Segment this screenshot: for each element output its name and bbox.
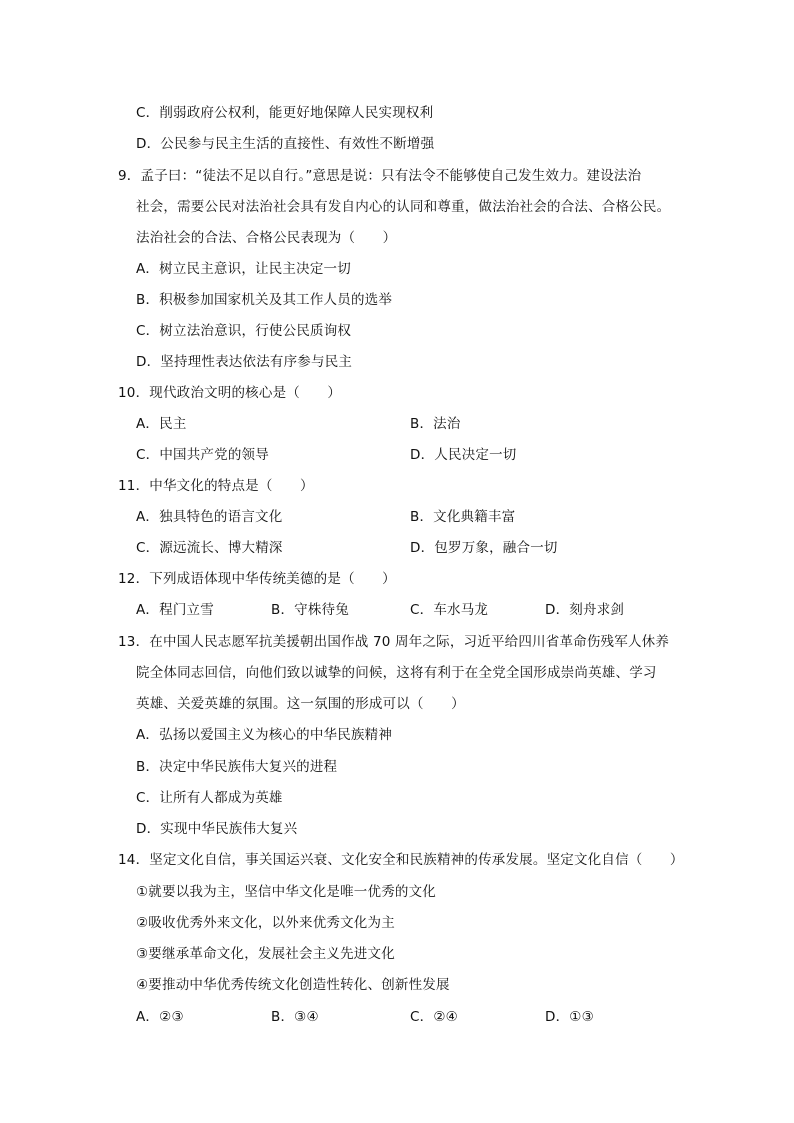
q9-option-c: C．树立法治意识，行使公民质询权 (136, 323, 352, 339)
q14-option-c: C．②④ (410, 1009, 458, 1025)
q9-stem-line3: 法治社会的合法、合格公民表现为（ ） (136, 230, 397, 246)
q14-option-d: D．①③ (545, 1009, 594, 1025)
q9-stem-line1: 9．孟子曰：“徒法不足以自行。”意思是说：只有法令不能够使自己发生效力。建设法治 (118, 168, 642, 184)
q13-option-c: C．让所有人都成为英雄 (136, 790, 283, 806)
q9-option-b: B．积极参加国家机关及其工作人员的选举 (136, 292, 393, 308)
q8-option-c: C．削弱政府公权利，能更好地保障人民实现权利 (136, 105, 434, 121)
q9-option-a: A．树立民主意识，让民主决定一切 (136, 261, 351, 277)
q14-item-3: ③要继承革命文化，发展社会主义先进文化 (136, 946, 395, 962)
q10-option-c: C．中国共产党的领导 (136, 447, 269, 463)
q11-option-a: A．独具特色的语言文化 (136, 509, 283, 525)
q10-option-d: D．人民决定一切 (410, 447, 517, 463)
q11-option-c: C．源远流长、博大精深 (136, 540, 283, 556)
q12-option-d: D．刻舟求剑 (545, 602, 625, 618)
q9-stem-line2: 社会，需要公民对法治社会具有发自内心的认同和尊重，做法治社会的合法、合格公民。 (136, 199, 671, 215)
q11-option-d: D．包罗万象，融合一切 (410, 540, 558, 556)
q12-stem: 12．下列成语体现中华传统美德的是（ ） (118, 571, 396, 587)
q13-stem-line3: 英雄、关爱英雄的氛围。这一氛围的形成可以（ ） (136, 696, 465, 712)
q14-item-1: ①就要以我为主，坚信中华文化是唯一优秀的文化 (136, 884, 437, 900)
q14-option-b: B．③④ (271, 1009, 319, 1025)
q11-stem: 11．中华文化的特点是（ ） (118, 478, 314, 494)
q9-option-d: D．坚持理性表达依法有序参与民主 (136, 354, 353, 370)
q13-option-d: D．实现中华民族伟大复兴 (136, 821, 298, 837)
q13-stem-line1: 13．在中国人民志愿军抗美援朝出国作战 70 周年之际，习近平给四川省革命伤残军人休养 (118, 634, 670, 650)
q13-option-b: B．决定中华民族伟大复兴的进程 (136, 759, 338, 775)
q11-option-b: B．文化典籍丰富 (410, 509, 516, 525)
q12-option-b: B．守株待兔 (271, 602, 349, 618)
q10-option-b: B．法治 (410, 416, 461, 432)
q10-option-a: A．民主 (136, 416, 187, 432)
q14-option-a: A．②③ (136, 1009, 184, 1025)
q12-option-a: A．程门立雪 (136, 602, 214, 618)
q14-item-4: ④要推动中华优秀传统文化创造性转化、创新性发展 (136, 977, 450, 993)
q14-item-2: ②吸收优秀外来文化，以外来优秀文化为主 (136, 915, 395, 931)
q14-stem: 14．坚定文化自信，事关国运兴衰、文化安全和民族精神的传承发展。坚定文化自信（ ） (118, 852, 684, 868)
q13-option-a: A．弘扬以爱国主义为核心的中华民族精神 (136, 727, 393, 743)
q8-option-d: D．公民参与民主生活的直接性、有效性不断增强 (136, 136, 435, 152)
q10-stem: 10．现代政治文明的核心是（ ） (118, 385, 342, 401)
q13-stem-line2: 院全体同志回信，向他们致以诚挚的问候，这将有利于在全党全国形成崇尚英雄、学习 (136, 665, 657, 681)
q12-option-c: C．车水马龙 (410, 602, 489, 618)
